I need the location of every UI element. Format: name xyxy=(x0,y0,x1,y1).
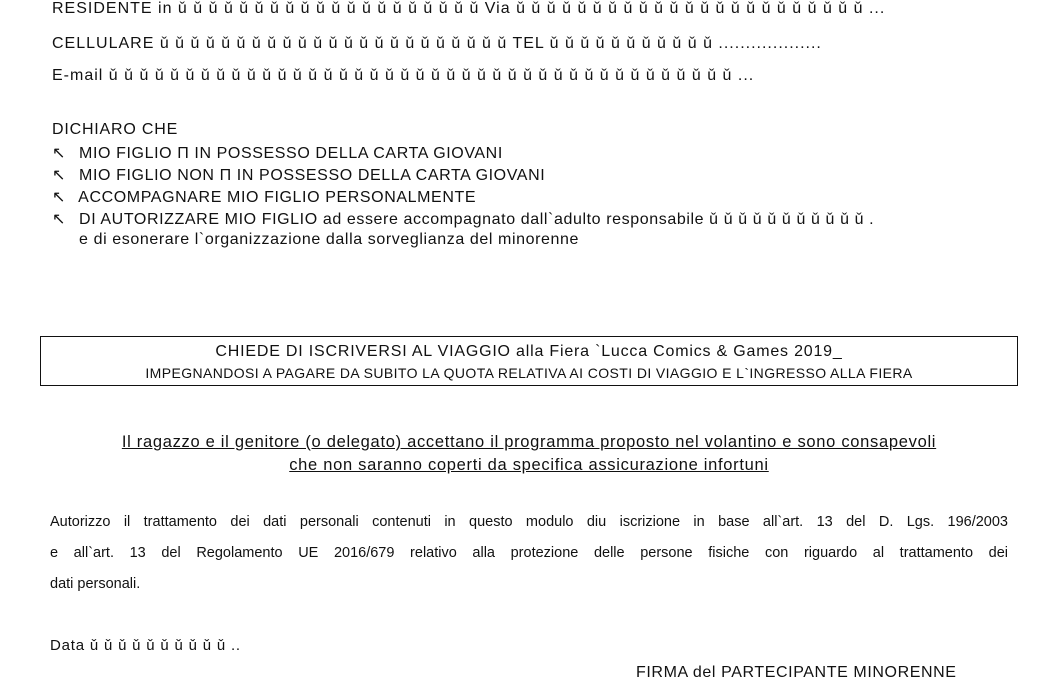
privacy-line-3: dati personali. xyxy=(50,576,141,592)
request-line-1: CHIEDE DI ISCRIVERSI AL VIAGGIO alla Fiera `Lucca Comics & Games 2019_ xyxy=(215,343,843,360)
privacy-line-2: e all`art. 13 del Regolamento UE 2016/679 relativo alla protezione delle persone fisiche con riguardo al trattamento dei xyxy=(50,545,1008,561)
residente-field: RESIDENTE in ǔ ǔ ǔ ǔ ǔ ǔ ǔ ǔ ǔ ǔ ǔ ǔ ǔ ǔ ǔ ǔ ǔ ǔ ǔ ǔ Via ǔ ǔ ǔ ǔ ǔ ǔ ǔ ǔ ǔ ǔ ǔ ǔ ǔ ǔ ǔ ǔ ǔ ǔ ǔ ǔ ǔ ǔ ǔ ... xyxy=(52,0,886,17)
option-autorizzare xyxy=(52,209,874,229)
option-label: MIO FIGLIO Π IN POSSESSO DELLA CARTA GIOVANI xyxy=(79,145,503,162)
option-carta-giovani-no xyxy=(52,165,545,185)
option-continuation xyxy=(52,231,579,249)
request-box xyxy=(40,336,1018,386)
data-field: Data ǔ ǔ ǔ ǔ ǔ ǔ ǔ ǔ ǔ ǔ .. xyxy=(50,637,241,654)
checkbox-icon: ↖ xyxy=(52,167,67,184)
privacy-line-1: Autorizzo il trattamento dei dati personali contenuti in questo modulo diu iscrizione in base all`art. 13 del D. Lgs. 196/2003 xyxy=(50,514,1008,530)
notice-line-1: Il ragazzo e il genitore (o delegato) accettano il programma proposto nel volantino e sono consapevoli xyxy=(121,433,937,451)
firma-label: FIRMA del PARTECIPANTE MINORENNE xyxy=(636,664,957,681)
checkbox-icon: ↖ xyxy=(52,189,67,206)
checkbox-icon: ↖ xyxy=(52,211,67,228)
notice-line-2: che non saranno coperti da specifica assicurazione infortuni xyxy=(289,456,769,474)
option-accompagnare xyxy=(52,187,476,207)
option-label: MIO FIGLIO NON Π IN POSSESSO DELLA CARTA GIOVANI xyxy=(79,167,546,184)
email-field: E-mail ǔ ǔ ǔ ǔ ǔ ǔ ǔ ǔ ǔ ǔ ǔ ǔ ǔ ǔ ǔ ǔ ǔ ǔ ǔ ǔ ǔ ǔ ǔ ǔ ǔ ǔ ǔ ǔ ǔ ǔ ǔ ǔ ǔ ǔ ǔ ǔ ǔ ǔ ǔ ǔ ǔ ... xyxy=(52,67,755,84)
checkbox-icon: ↖ xyxy=(52,145,67,162)
dichiaro-heading: DICHIARO CHE xyxy=(52,121,179,138)
cellulare-field: CELLULARE ǔ ǔ ǔ ǔ ǔ ǔ ǔ ǔ ǔ ǔ ǔ ǔ ǔ ǔ ǔ ǔ ǔ ǔ ǔ ǔ ǔ ǔ ǔ TEL ǔ ǔ ǔ ǔ ǔ ǔ ǔ ǔ ǔ ǔ ǔ ................... xyxy=(52,35,822,52)
request-line-2: IMPEGNANDOSI A PAGARE DA SUBITO LA QUOTA RELATIVA AI COSTI DI VIAGGIO E L`INGRESSO ALLA FIERA xyxy=(145,365,913,381)
option-carta-giovani-yes xyxy=(52,143,503,163)
option-label: ACCOMPAGNARE MIO FIGLIO PERSONALMENTE xyxy=(78,189,477,206)
option-continuation-text: e di esonerare l`organizzazione dalla sorveglianza del minorenne xyxy=(79,231,580,248)
option-label: DI AUTORIZZARE MIO FIGLIO ad essere accompagnato dall`adulto responsabile ǔ ǔ ǔ ǔ ǔ ǔ ǔ ǔ ǔ ǔ ǔ . xyxy=(79,211,875,228)
privacy-paragraph xyxy=(50,507,1008,600)
